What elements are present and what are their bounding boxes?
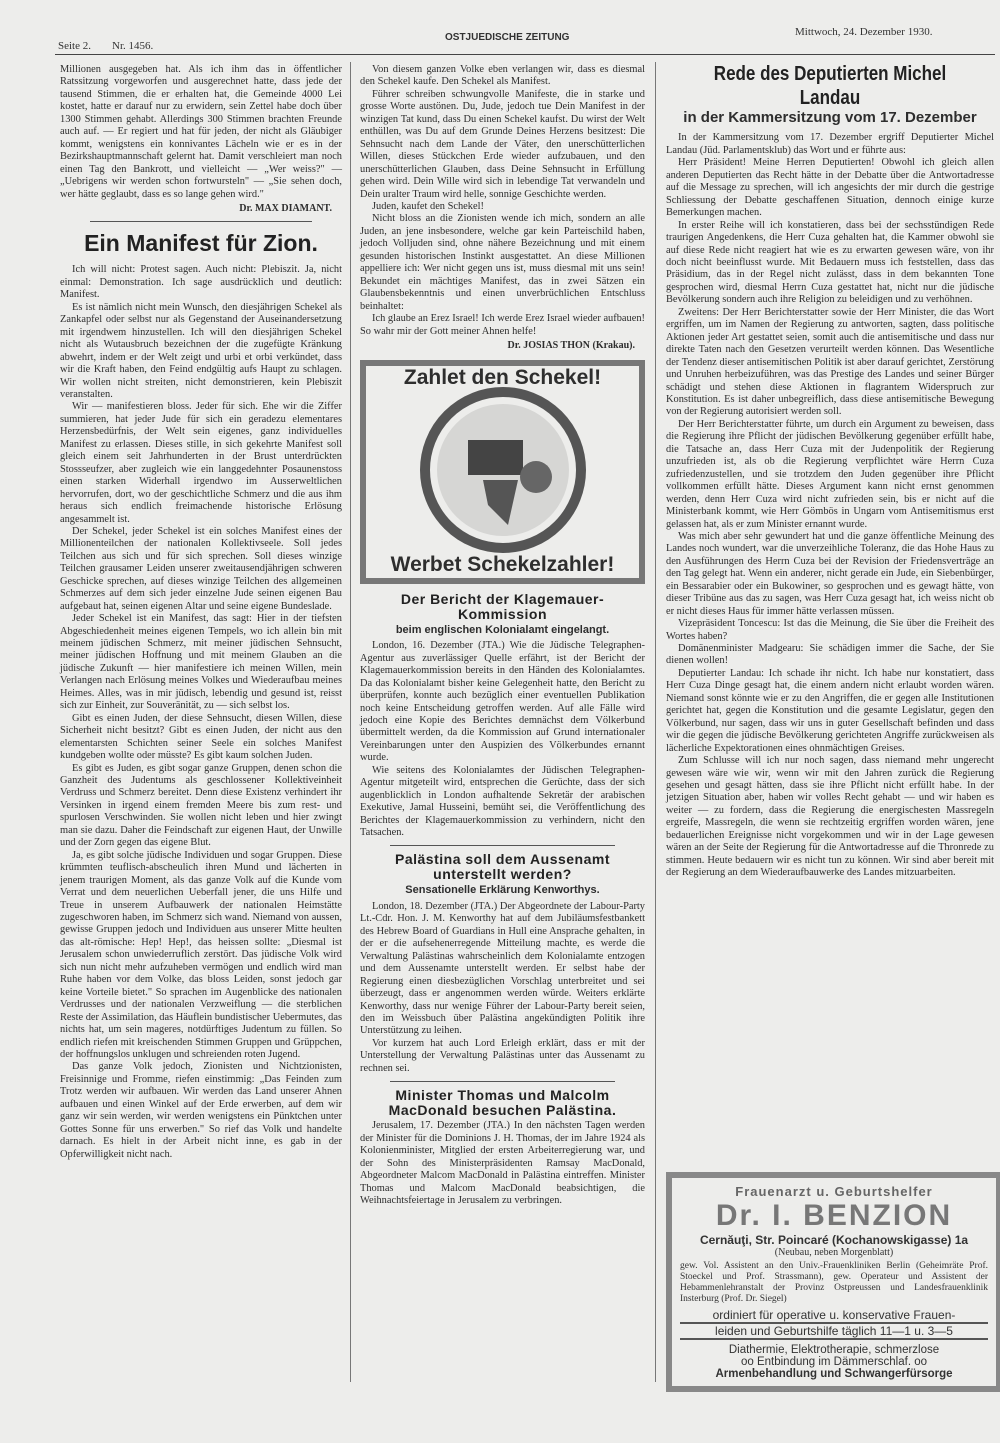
- column-divider: [655, 62, 656, 1382]
- ad-services: oo Entbindung im Dämmerschlaf. oo: [740, 1356, 927, 1368]
- paragraph: Führer schreiben schwungvolle Manifeste, die in starke und grosse Worte austönen. Du, Jude, jedoch tue Dein Manifest in der winzigen Tat kund, dass Du einen Schekel kaufst. Du wirst der Welt enthüllen, was Du auf dem Grunde Deines Herzens besitzest: Die Sehnsucht nach dem Lande der Väter, den unerschütterlichen Willen, dieses Stückchen Erde wieder aufzubauen, und den unerschütterlichen Glauben, dass Deine Sehnsucht in Erfüllung gehen wird. Dein Wille wird sich in lebendige Tat verwandeln und Dein uralter Traum wird helle, sonnige Geschichte werden.: [360, 88, 645, 200]
- ad-doctor-name: Dr. I. BENZION: [715, 1199, 953, 1232]
- separator: [90, 221, 312, 222]
- ad-bio: gew. Vol. Assistent an den Univ.-Frauenkliniken Berlin (Geheimräte Prof. Stoeckel und Prof. Strassmann), gew. Operateur und Assistent der Hebammenlehranstalt der Provinz Ostpreussen und Landesfrauenklinik Insterburg (Prof. Dr. Siegel): [680, 1261, 988, 1304]
- section-title: Der Bericht der Klagemauer-Kommission: [400, 590, 605, 622]
- article-title: Ein Manifest für Zion.: [84, 230, 318, 257]
- paragraph: Der Herr Berichterstatter führte, um durch ein Argument zu beweisen, dass die Regierung ihre Pflicht der jüdischen Bevölkerung gegenüber erfüllt habe, die Tatsache an, dass Herr Cuza mit der Judenpolitik der Regierung unzufrieden ist, als ob die Regierung verpflichtet wäre Herrn Cuza zufriedenzustellen, und sie trotzdem den Juden gegenüber ihre Pflicht vollkommen erfüllt hätte. Dieses Argument kann nicht ernst genommen werden, denn Herr Cuza wird nicht zufrieden sein, bis er nicht auf die Ministerbank kommt, wie Herr Gömbös in Ungarn vom Antisemitismus erst gelassen hat, als er zum Minister ernannt wurde.: [666, 418, 994, 530]
- separator: [390, 845, 615, 846]
- speech-title: Rede des Deputierten Michel Landau: [713, 63, 947, 109]
- paragraph: Jerusalem, 17. Dezember (JTA.) In den nächsten Tagen werden der Minister für die Dominions J. H. Thomas, der im Jahre 1924 als Kolonienminister, Mitglied der ersten Arbeiterregierung war, und der Sohn des Ministerpräsidenten Ramsay MacDonald, Abgeordneter Malcom MacDonald in Palästina eintreffen. Minister Thomas und Malcom MacDonald beabsichtigen, die Weihnachtsfeiertage in Jerusalem zu verbringen.: [360, 1120, 645, 1206]
- ad-address-note: (Neubau, neben Morgenblatt): [774, 1247, 894, 1258]
- paragraph: Was mich aber sehr gewundert hat und die ganze öffentliche Meinung des Landes noch wundert, war die unverzeihliche Toleranz, die das Hohe Haus zu den Ausführungen des Herrn Cuza bei der Revision der Friedensverträge an den Tag gelegt hat. Wenn ein anderer, nicht gerade ein Jude, ein Siebenbürger, ein Bessarabier oder ein Bukowiner, so gesprochen und es gewagt hätte, von dieser Tribüne aus das zu sagen, was Herr Cuza gesagt hat, ich weiss nicht ob er nicht dieses Haus für immer hätte verlassen müssen.: [666, 530, 994, 617]
- paragraph: Es ist nämlich nicht mein Wunsch, den diesjährigen Schekel als Zankapfel oder selbst nur als Gegenstand der Auseinandersetzung mit irgendwem hinzustellen. Ich will den diesjährigen Schekel nicht als Wutausbruch bezeichnen der die zugefügte Kränkung abwehrt, indem er der Welt zeigt und urbi et orbi verkündet, dass wir die Kraft haben, den Feind endgültig aufs Haupt zu schlagen. Wir wollen nicht streiten, nicht demonstrieren, kein Plebiszit veranstalten.: [60, 301, 342, 400]
- paragraph: Zweitens: Der Herr Berichterstatter sowie der Herr Minister, die das Wort ergriffen, um im Namen der Regierung zu antworten, sagten, dass politische Aktionen jeder Art gestattet seien, somit auch die antisemitische und dass nur direkte Taten nach den Gesetzen verurteilt werden können. Das Wesentliche der Tendenz dieser antisemitischen Politik ist aber darauf gerichtet, Zerstörung und Unruhen herbeizuführen, was das Prestige des Landes und seiner Bürger schädigt und stehen diese Aktionen in flagrantem Widerspruch zur Konstitution. Es ist daher unbegreiflich, dass diese antisemitische Bewegung von der Regierung autorisiert werden soll.: [666, 306, 994, 418]
- paragraph: Herr Präsident! Meine Herren Deputierten! Obwohl ich gleich allen anderen Deputierten das Recht hätte in der Debatte über die Antwortadresse auf die Message zu sprechen, will ich angesichts der mir durch die gestrige Schliessung der Debatte geschaffenen Situation, dennoch einige kurze Bemerkungen machen.: [666, 157, 994, 219]
- paragraph: Von diesem ganzen Volke eben verlangen wir, dass es diesmal den Schekel kaufe. Den Schekel als Manifest.: [360, 64, 645, 88]
- paragraph: Das ganze Volk jedoch, Zionisten und Nichtzionisten, Freisinnige und Fromme, riefen einstimmig: „Das Feinden zum Trotz werden wir aufbauen. Wir werden das Land unserer Ahnen aufbauen und einen Winkel auf der Erde erwerben, auf dem wir ganz wir sein werden, wir werden wenigstens ein Pünktchen unter Gottes Sonne für uns erwerben." So rief das Volk und handelte darnach. Es hielt in der Arbeit nicht inne, es gab in der Opferwilligkeit nicht nach.: [60, 1061, 342, 1160]
- paragraph: Jeder Schekel ist ein Manifest, das sagt: Hier in der tiefsten Abgeschiedenheit meines eigenen Tempels, wo ich allein bin mit meinem jüdischen Schmerz, mit meiner jüdischen Sehnsucht, meiner jüdischen Hoffnung und mit meinem Glauben an die jüdische Zukunft — hier manifestiere ich meinen Willen, mein Verlangen nach Erlösung meines Volkes und Wiederaufbau meines Heimes. Alles, was in mir jüdisch, lebendig und gesund ist, reisst sich zur Einheit, zur Souveränität, zu — sich selbst los.: [60, 613, 342, 712]
- speech-subtitle: in der Kammersitzung vom 17. Dezember: [683, 109, 977, 126]
- paragraph: Zum Schlusse will ich nur noch sagen, dass niemand mehr ungerecht gewesen wäre wie wir, wenn wir mit den Jahren zurück die Regierung gesehen und gesagt hätten, dass sie ihre Pflicht nicht erfüllt habe. In der jetzigen Situation aber, haben wir volles Recht gehabt — und wir haben es weiter — zu fordern, dass die Regierung die energischesten Massregeln ergreife, Massregeln, die wenn sie rechtzeitig ergriffen worden wären, jene bedauerlichen Ereignisse nicht vorgekommen und wir in der Lage gewesen wären an der Seite der Regierung für die Antwortadresse auf die Thronrede zu stimmen. Heute bedauern wir es nicht tun zu können. Wir sind aber bereit mit der Regierung an dem Wiederaufbauwerke des Landes mitzuarbeiten.: [666, 755, 994, 879]
- paragraph: Vizepräsident Toncescu: Ist das die Meinung, die Sie über die Freiheit des Wortes haben?: [666, 618, 994, 642]
- newspaper-name: OSTJUEDISCHE ZEITUNG: [445, 32, 570, 43]
- ad-services: Armenbehandlung und Schwangerfürsorge: [715, 1368, 953, 1380]
- paragraph: Der Schekel, jeder Schekel ist ein solches Manifest eines der Millionenteilchen der nationalen Kollektivseele. Soll jedes Teilchen aus sich und für sich sprechen. Soll dieses winzige Teilchen grausamer Leiden unserer zweitausendjährigen schweren Geschicke sprechen, auf dieses winzige Teilchen des allgemeinen Schmerzes auf dem sich jeder einzelne Jude seinen eigenen Bau aufgebaut hat, seinen eigenen Altar und seine eigene Bundeslade.: [60, 525, 342, 612]
- ad-services: Diathermie, Elektrotherapie, schmerzlose: [728, 1344, 940, 1356]
- doctor-advertisement: [666, 1172, 1000, 1392]
- paragraph: Gibt es einen Juden, der diese Sehnsucht, diesen Willen, diese Sicherheit nicht besitzt? Gibt es einen Juden, der nicht aus den elementarsten Schichten seiner Seele ein solches Manifest kundgeben wollte oder müsste? Es gibt kaum solchen Juden.: [60, 712, 342, 762]
- section-subtitle: beim englischen Kolonialamt eingelangt.: [395, 623, 610, 636]
- ad-hours: leiden und Geburtshilfe täglich 11—1 u. 3—5: [680, 1324, 988, 1340]
- paragraph: Ich glaube an Erez Israel! Ich werde Erez Israel wieder aufbauen! So wahr mir der Gott meiner Ahnen helfe!: [360, 313, 645, 337]
- paragraph: In der Kammersitzung vom 17. Dezember ergriff Deputierter Michel Landau (Jüd. Parlamentsklub) das Wort und er führte aus:: [666, 132, 994, 156]
- paragraph: Ja, es gibt solche jüdische Individuen und sogar Gruppen. Diese krümmten teuflisch-abscheulich ihren Mund und lächerten in jenem traurigen Moment, als das ganze Volk auf die Kunde vom Verrat und dem neuerlichen Ueberfall jener, die uns Hilfe und Treue in unserem Aufbauwerk der nationalen Heimstätte zugeschworen haben, im Schmerz sich wand. Niemand von aussen, gewisse Gruppen jedoch und Individuen aus unserer Mitte heulten das alt-römische: Hep! Hep!, das heissen sollte: „Diesmal ist Jerusalem schon unwiederruflich zerstört. Das jüdische Volk wird sich nun nicht mehr aufzuheben vermögen und endlich wird man Ruhe haben vor dem Volke, das bloss Leiden, sonst jedoch gar keine Vorteile bietet." So sprachen im Augenblicke des nationalen Verdrusses und der nationalen Verzweiflung — die sterblichen Reste der Assimilation, das Häuflein bundistischer Uebermutes, das nichts hat, um sein mageres, notdürftiges Judentum zu füllen. So endlich riefen mit kreischenden Stimmen Gruppen und Grüppchen, der hoffnungslos unklugen und schreienden roten Jugend.: [60, 849, 342, 1060]
- paragraph: Es gibt es Juden, es gibt sogar ganze Gruppen, denen schon die Ganzheit des Judentums als geschlossener Kollektiveinheit Verdruss und Schmerz bereitet. Denn diese Existenz verhindert ihr Versinken in irgend einem fremden Meere bis zum rest- und spurlosen Verschwinden. Sie wollen nicht leben und hier zwingt man sie dazu. Daher die Feindschaft zur eigenen Haut, der Unwille und der Zorn gegen das eigene Blut.: [60, 762, 342, 849]
- paragraph: Deputierter Landau: Ich schade ihr nicht. Ich habe nur konstatiert, dass Herr Cuza Dinge gesagt hat, die einem andern nicht erlaubt worden wären. Niemand sonst könnte wie er zu den Angriffen, die er gegen alle Institutionen gerichtet hat, gegen die Konstitution und die gesamte Legislatur, gegen den Völkerbund, nur sagen, dass wir uns in guter Gesellschaft befinden und dass wir die gegen die jüdische Bevölkerung gerichteten Angriffe zurückweisen als lächerliche Expektorationen eines ohnmächtigen Greises.: [666, 667, 994, 754]
- section-subtitle: Sensationelle Erklärung Kenworthys.: [405, 884, 600, 897]
- ad-hours: ordiniert für operative u. konservative Frauen-: [680, 1308, 988, 1324]
- paragraph: Wie seitens des Kolonialamtes der Jüdischen Telegraphen-Agentur mitgeteilt wird, entsprechen die Gerüchte, dass der sich augenblicklich in London aufhaltende Sekretär der arabischen Exekutive, Jamal Husseini, bemüht sei, die Veröffentlichung des Berichtes der Klagemauerkommission zu verhindern, nicht den Tatsachen.: [360, 764, 645, 839]
- ad-address: Cernăuţi, Str. Poincaré (Kochanowskigasse) 1a: [699, 1233, 969, 1247]
- banner-top-text: Zahlet den Schekel!: [403, 366, 602, 390]
- paragraph: Ich will nicht: Protest sagen. Auch nicht: Plebiszit. Ja, nicht einmal: Demonstration. Ich sage ausdrücklich und deutlich: Manifest.: [60, 264, 342, 301]
- banner-bottom-text: Werbet Schekelzahler!: [390, 553, 615, 577]
- header-rule: [55, 54, 995, 55]
- shekel-banner: [360, 360, 645, 583]
- section-title: Palästina soll dem Aussenamt unterstellt werden?: [395, 851, 610, 883]
- paragraph: Nicht bloss an die Zionisten wende ich mich, sondern an alle Juden, an jene insbesondere, welche gar kein Parteischild haben, jedoch Volljuden sind, ohne nähere Bezeichnung und mit einem gesunden historischen Instinkt ausgestattet. An diese Millionen appelliere ich: Wer nicht gegen uns ist, muss diesmal mit uns sein! Bekundet ein mächtiges Manifest, das in zwei Sätzen ein Glaubensbekenntnis und einen unverbrüchlichen Entschluss beinhaltet:: [360, 213, 645, 312]
- issue-number: Nr. 1456.: [112, 40, 154, 52]
- article-continuation: Millionen ausgegeben hat. Als ich ihm das in öffentlicher Ratssitzung vorgeworfen und ausgerechnet hatte, dass jede der tausend Stimmen, die er erhalten hat, die Gemeinde 4000 Lei kostet, hatte er darauf nur zu erwidern, sein Zettel habe doch über 1300 Stimmen gehabt. Allerdings 300 Stimmen brachten Freunde auch auf. — Er regiert und hat für jeden, der nicht als Gläubiger kommt, wenigstens ein konnivantes Lächeln wie er es in der Bezirkshauptmannschaft gelernt hat. Damit verschleiert man noch einen Tag den Bankrott, und vielleicht — „Wer weiss?" — „Uebrigens wir werden schon fortwursteln" — „Sie sehen doch, wer hätte geglaubt, dass es so lange gehen wird.": [60, 64, 342, 200]
- paragraph: Vor kurzem hat auch Lord Erleigh erklärt, dass er mit der Unterstellung der Verwaltung Palästinas unter das Aussenamt zu rechnen sei.: [360, 1037, 645, 1074]
- page-number: Seite 2.: [58, 40, 91, 52]
- column-2: [360, 64, 645, 1207]
- author-signature: Dr. JOSIAS THON (Krakau).: [507, 339, 635, 351]
- column-3: [666, 62, 994, 880]
- column-1: [60, 64, 342, 1161]
- paragraph: London, 18. Dezember (JTA.) Der Abgeordnete der Labour-Party Lt.-Cdr. Hon. J. M. Kenworthy hat auf dem Jubiläumsfestbankett des Hebrew Board of Guardians in Hull eine Ansprache gehalten, in der er die aufsehenerregende Mitteilung machte, es werde die Verwaltung Palästinas wahrscheinlich dem Kolonialamte entzogen und dem Aussenamte unterstellt werden. Er selbst habe der Regierung einen diesbezüglichen Vorschlag unterbreitet und sei überzeugt, dass er angenommen werden würde. Weiters erklärte Kenworthy, dass nur wenige Führer der Labour-Party bereit seien, den im Weissbuch über Palästina angekündigten Politik ihre Unterstützung zu leihen.: [360, 900, 645, 1037]
- separator: [390, 1081, 615, 1082]
- issue-date: Mittwoch, 24. Dezember 1930.: [795, 26, 933, 38]
- shekel-emblem-icon: [408, 385, 598, 555]
- author-signature: Dr. MAX DIAMANT.: [239, 202, 332, 214]
- paragraph: Juden, kaufet den Schekel!: [372, 200, 484, 212]
- column-divider: [350, 62, 351, 1382]
- paragraph: Wir — manifestieren bloss. Jeder für sich. Ehe wir die Ziffer summieren, hat jeder Jude für sich ein geradezu elementares Herzensbedürfnis, der Welt sein eigenes, ganz individuelles Manifest zu erlassen. Dieses stille, in sich gekehrte Manifest soll gleich einem seit Jahrhunderten in der Brust unterdrückten Stossseufzer, aber zugleich wie ein langgedehnter Posaunenstoss einen starken Widerhall irgendwo im Ausserweltlichen hervorrufen, dort, wo der geschichtliche Schmerz und die aus ihm heraus sich endlich freimachende historische Erlösung angesammelt ist.: [60, 401, 342, 525]
- paragraph: In erster Reihe will ich konstatieren, dass bei der sechsstündigen Rede traurigen Angedenkens, die Herr Cuza gehalten hat, die Kammer obwohl sie auf diese Rede nicht reagiert hat wie es zu erwarten gewesen wäre, von ihr doch nicht beeinflusst wurde. Mit Bedauern muss ich feststellen, dass das Präsidium, das in der Regel nicht zulässt, dass in dem bekannten Tone gesprochen wird, diesmal Herrn Cuza gestattet hat, nicht nur die jüdische Bevölkerung sondern auch ihre Religion zu beleidigen und zu verhöhnen.: [666, 219, 994, 306]
- ad-profession: Frauenarzt u. Geburtshelfer: [735, 1184, 933, 1199]
- paragraph: London, 16. Dezember (JTA.) Wie die Jüdische Telegraphen-Agentur aus zuverlässiger Quelle erfährt, ist der Bericht der Klagemauerkommission bereits in den Händen des Kolonialamtes. Da das Kolonialamt bisher keine Gelegenheit hatte, den Bericht zu überprüfen, konnte auch bezüglich einer eventuellen Publikation noch keine Entscheidung getroffen werden. Auf alle Fälle wird jedoch eine Kopie des Berichtes demnächst dem Völkerbund übermittelt werden, da die Kommission auf Grund internationaler Vereinbarungen unter den Auspizien des Völkerbundes ernannt wurde.: [360, 640, 645, 764]
- paragraph: Domänenminister Madgearu: Sie schädigen immer die Sache, der Sie dienen wollen!: [666, 643, 994, 667]
- section-title: Minister Thomas und Malcolm MacDonald besuchen Palästina.: [388, 1087, 617, 1119]
